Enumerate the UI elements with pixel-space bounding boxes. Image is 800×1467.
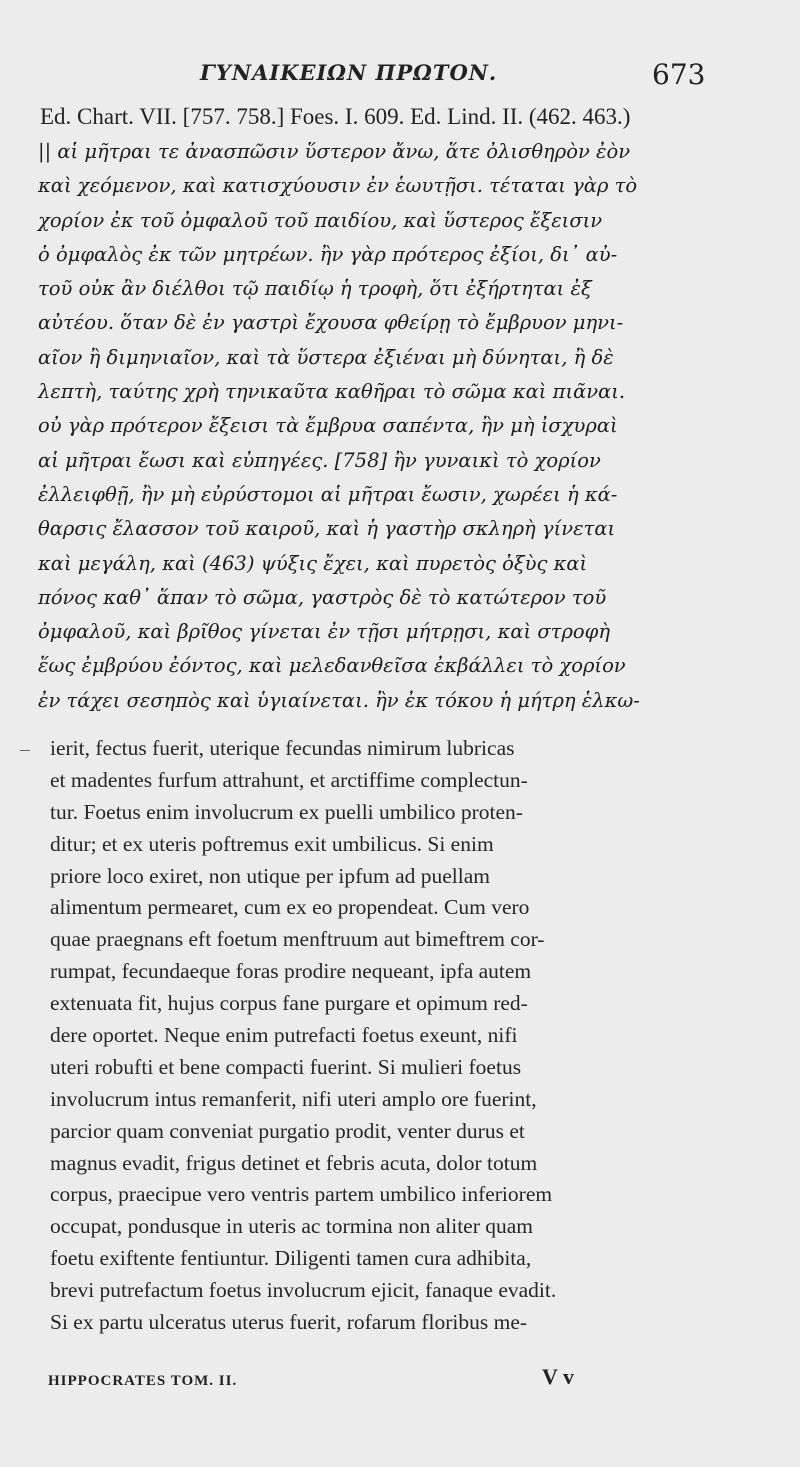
margin-mark	[20, 750, 30, 751]
greek-line: ὁ ὀμφαλὸς ἐκ τῶν μητρέων. ἢν γὰρ πρότερος ἐξίοι, δι᾽ αὐ-	[38, 242, 618, 266]
footer-signature-right: V v	[542, 1364, 574, 1389]
latin-line: occupat, pondusque in uteris ac tormina non aliter quam	[50, 1214, 534, 1239]
greek-text-block	[38, 135, 728, 718]
latin-line: brevi putrefactum foetus involucrum ejicit, fanaque evadit.	[50, 1278, 557, 1303]
latin-line: corpus, praecipue vero ventris partem umbilico inferiorem	[50, 1182, 553, 1207]
greek-line: τοῦ οὐκ ἂν διέλθοι τῷ παιδίῳ ἡ τροφὴ, ὅτι ἐξήρτηται ἐξ	[38, 277, 592, 301]
greek-line: χορίον ἐκ τοῦ ὀμφαλοῦ τοῦ παιδίου, καὶ ὕστερος ἔξεισιν	[38, 208, 603, 232]
greek-line: ὀμφαλοῦ, καὶ βρῖθος γίνεται ἐν τῇσι μήτρῃσι, καὶ στροφὴ	[38, 620, 611, 644]
page-number: 673	[652, 58, 706, 91]
running-head-title: ΓΥΝΑΙΚΕΙΩΝ ΠΡΩΤΟΝ.	[200, 60, 498, 85]
latin-line: et madentes furfum attrahunt, et arctiffime complectun-	[50, 767, 528, 792]
greek-line: || αἱ μῆτραι τε ἀνασπῶσιν ὕστερον ἄνω, ἅτε ὀλισθηρὸν ἐὸν	[38, 140, 631, 163]
greek-line: αἱ μῆτραι ἔωσι καὶ εὐπηγέες. [758] ἢν γυναικὶ τὸ χορίον	[38, 448, 601, 472]
greek-line: αὐτέου. ὅταν δὲ ἐν γαστρὶ ἔχουσα φθείρῃ τὸ ἔμβρυον μηνι-	[38, 311, 624, 335]
latin-translation-block	[50, 733, 750, 1339]
latin-line: involucrum intus remanferit, nifi uteri amplo ore fuerint,	[50, 1086, 537, 1111]
greek-line: καὶ μεγάλη, καὶ (463) ψύξις ἔχει, καὶ πυρετὸς ὀξὺς καὶ	[38, 551, 588, 575]
latin-line: priore loco exiret, non utique per ipfum ad puellam	[50, 863, 491, 888]
latin-line: extenuata fit, hujus corpus fane purgare et opimum red-	[50, 991, 528, 1016]
greek-line: καὶ χεόμενον, καὶ κατισχύουσιν ἐν ἑωυτῇσι. τέταται γὰρ τὸ	[38, 174, 638, 198]
greek-line: ἕως ἐμβρύου ἐόντος, καὶ μελεδανθεῖσα ἐκβάλλει τὸ χορίον	[38, 654, 626, 678]
latin-line: quae praegnans eft foetum menftruum aut bimeftrem cor-	[50, 927, 545, 952]
latin-line: alimentum permearet, cum ex eo propendeat. Cum vero	[50, 895, 530, 920]
latin-line: rumpat, fecundaeque foras prodire nequeant, ipfa autem	[50, 959, 532, 984]
greek-line: πόνος καθ᾽ ἅπαν τὸ σῶμα, γαστρὸς δὲ τὸ κατώτερον τοῦ	[38, 585, 607, 609]
greek-line: ἐν τάχει σεσηπὸς καὶ ὑγιαίνεται. ἢν ἐκ τόκου ἡ μήτρη ἑλκω-	[38, 688, 640, 712]
latin-line: parcior quam conveniat purgatio prodit, venter durus et	[50, 1118, 525, 1143]
latin-line: magnus evadit, frigus detinet et febris acuta, dolor totum	[50, 1150, 538, 1175]
edition-reference-line: Ed. Chart. VII. [757. 758.] Foes. I. 609. Ed. Lind. II. (462. 463.)	[40, 104, 631, 129]
latin-line: ierit, fectus fuerit, uterique fecundas nimirum lubricas	[50, 736, 515, 760]
footer-signature-left: HIPPOCRATES TOM. II.	[48, 1373, 238, 1389]
latin-line: uteri robufti et bene compacti fuerint. Si mulieri foetus	[50, 1054, 522, 1079]
latin-line: tur. Foetus enim involucrum ex puelli umbilico proten-	[50, 799, 523, 824]
latin-line: foetu exiftente fentiuntur. Diligenti tamen cura adhibita,	[50, 1246, 532, 1271]
greek-line: λεπτὴ, ταύτης χρὴ τηνικαῦτα καθῆραι τὸ σῶμα καὶ πιᾶναι.	[38, 380, 626, 404]
greek-line: οὐ γὰρ πρότερον ἔξεισι τὰ ἔμβρυα σαπέντα, ἢν μὴ ἰσχυραὶ	[38, 414, 618, 438]
latin-line: dere oportet. Neque enim putrefacti foetus exeunt, nifi	[50, 1023, 518, 1048]
greek-line: θαρσις ἔλασσον τοῦ καιροῦ, καὶ ἡ γαστὴρ σκληρὴ γίνεται	[38, 517, 616, 541]
latin-line: Si ex partu ulceratus uterus fuerit, rofarum floribus me-	[50, 1310, 528, 1335]
greek-line: ἐλλειφθῇ, ἢν μὴ εὐρύστομοι αἱ μῆτραι ἔωσιν, χωρέει ἡ κά-	[38, 482, 618, 506]
latin-line: ditur; et ex uteris poftremus exit umbilicus. Si enim	[50, 831, 494, 856]
greek-line: αῖον ἢ διμηνιαῖον, καὶ τὰ ὕστερα ἐξιέναι μὴ δύνηται, ἢ δὲ	[38, 345, 614, 369]
